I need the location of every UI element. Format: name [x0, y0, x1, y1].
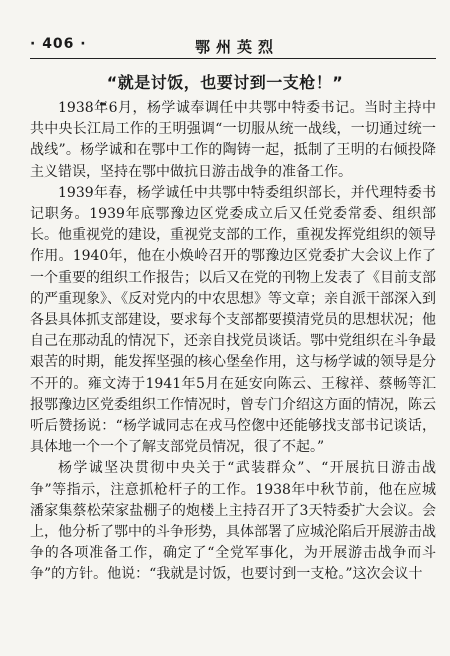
paragraph-1: 1938年6月，杨学诚奉调任中共鄂中特委书记。当时主持中共中央长江局工作的王明强调“一切服从统一战线，一切通过统一战线”。杨学诚和在鄂中工作的陶铸一起，抵制了王明的右倾投降主义错误，坚持在鄂中做抗日游击战争的准备工作。 [30, 100, 436, 180]
page-header [30, 36, 436, 59]
running-title: 鄂州英烈 [195, 38, 280, 56]
page-number: · 406 · [30, 36, 87, 52]
body-text [30, 98, 436, 586]
paragraph-3: 杨学诚坚决贯彻中央关于“武装群众”、“开展抗日游击战争”等指示，注意抓枪杆子的工作。1938年中秋节前，他在应城潘家集蔡松荣家盐棚子的炮楼上主持召开了3天特委扩大会议。会上，他分析了鄂中的斗争形势，具体部署了应城沦陷后开展游击战争的各项准备工作，确定了“全党军事化，为开展游击战争而斗争”的方针。他说：“我就是讨饭，也要讨到一支枪。”这次会议十 [30, 460, 436, 583]
paragraph-2: 1939年春，杨学诚任中共鄂中特委组织部长，并代理特委书记职务。1939年底鄂豫边区党委成立后又任党委常委、组织部长。他重视党的建设，重视党支部的工作，重视发挥党组织的领导作用。1940年，他在小焕岭召开的鄂豫边区党委扩大会议上作了一个重要的组织工作报告；以后又在党的刊物上发表了《目前支部的严重现象》、《反对党内的中农思想》等文章；亲自派干部深入到各县具体抓支部建设，要求每个支部都要摸清党员的思想状况；他自己在那动乱的情况下，还亲自找党员谈话。鄂中党组织在斗争最艰苦的时期，能发挥坚强的核心堡垒作用，这与杨学诚的领导是分不开的。雍文涛于1941年5月在延安向陈云、王稼祥、蔡畅等汇报鄂豫边区党委组织工作情况时，曾专门介绍这方面的情况，陈云听后赞扬说：“杨学诚同志在戎马倥偬中还能够找支部书记谈话，具体地一个一个了解支部党员情况，很了不起。” [30, 184, 436, 456]
section-title: “就是讨饭，也要讨到一支枪！” [106, 73, 344, 92]
